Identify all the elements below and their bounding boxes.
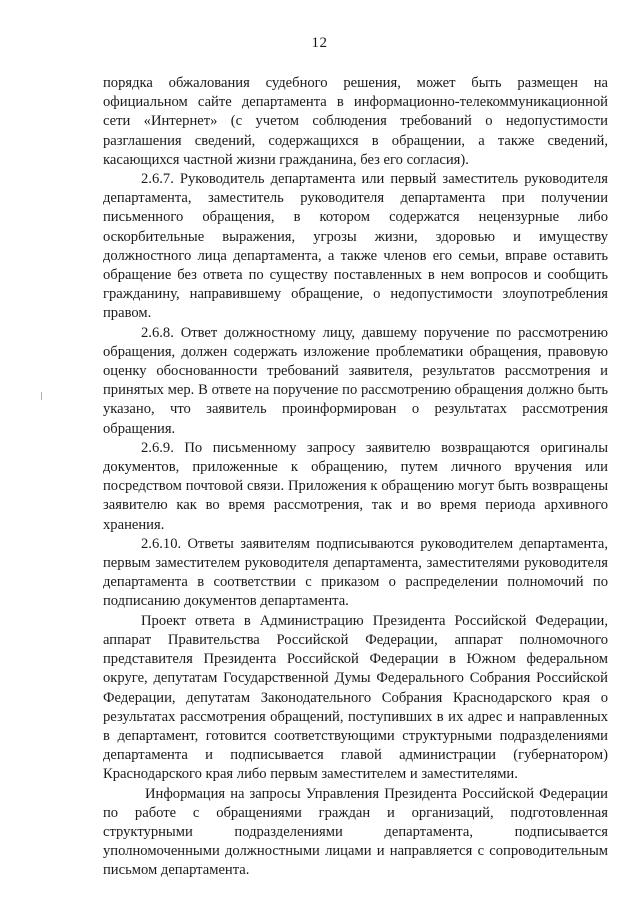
margin-mark [41,392,42,400]
paragraph-2-6-9: 2.6.9. По письменному запросу заявителю возвращаются оригиналы документов, приложенные к обращению, путем личного вручения или посредством почтовой связи. Приложения к обращению могут быть возвращены заявителю как во время рассмотрения, так и во время периода архивного хранения. [103,439,608,533]
paragraph-2-6-8: 2.6.8. Ответ должностному лицу, давшему поручение по рассмотрению обращения, должен содержать изложение проблематики обращения, правовую оценку обоснованности требований заявителя, результатов рассмотрения и принятых мер. В ответе на поручение по рассмотрению обращения должно быть указано, что заявитель проинформирован о результатах рассмотрения обращения. [103,324,608,437]
paragraph-project-response: Проект ответа в Администрацию Президента Российской Федерации, аппарат Правительства Российской Федерации, аппарат полномочного представителя Президента Российской Федерации в Южном федеральном округе, депутатам Государственной Думы Федерального Собрания Российской Федерации, депутатам Законодательного Собрания Краснодарского края о результатах рассмотрения обращений, поступивших в их адрес и направленных в департамент, готовится соответствующими структурными подразделениями департамента и подписывается главой администрации (губернатором) Краснодарского края либо первым заместителем и заместителями. [103,612,608,783]
paragraph-2-6-10: 2.6.10. Ответы заявителям подписываются руководителем департамента, первым заместителем руководителя департамента, заместителями руководителя департамента в соответствии с приказом о распределении полномочий по подписанию документов департамента. [103,535,608,610]
paragraph-2-6-7: 2.6.7. Руководитель департамента или первый заместитель руководителя департамента, заместитель руководителя департамента при получении письменного обращения, в котором содержатся нецензурные либо оскорбительные выражения, угрозы жизни, здоровью и имуществу должностного лица департамента, а также членов его семьи, вправе оставить обращение без ответа по существу поставленных в нем вопросов и сообщить гражданину, направившему обращение, о недопустимости злоупотребления правом. [103,171,608,322]
document-body [103,74,608,881]
paragraph-information-requests: Информация на запросы Управления Президента Российской Федерации по работе с обращениями граждан и организаций, подготовленная структурными подразделениями департамента, подписывается уполномоченными должностными лицами и направляется с сопроводительным письмом департамента. [103,785,608,879]
page-number: 12 [311,35,328,51]
paragraph-continuation: порядка обжалования судебного решения, может быть размещен на официальном сайте департамента в информационно-телекоммуникационной сети «Интернет» (с учетом соблюдения требований о недопустимости разглашения сведений, содержащихся в обращении, а также сведений, касающихся частной жизни гражданина, без его согласия). [103,75,608,168]
